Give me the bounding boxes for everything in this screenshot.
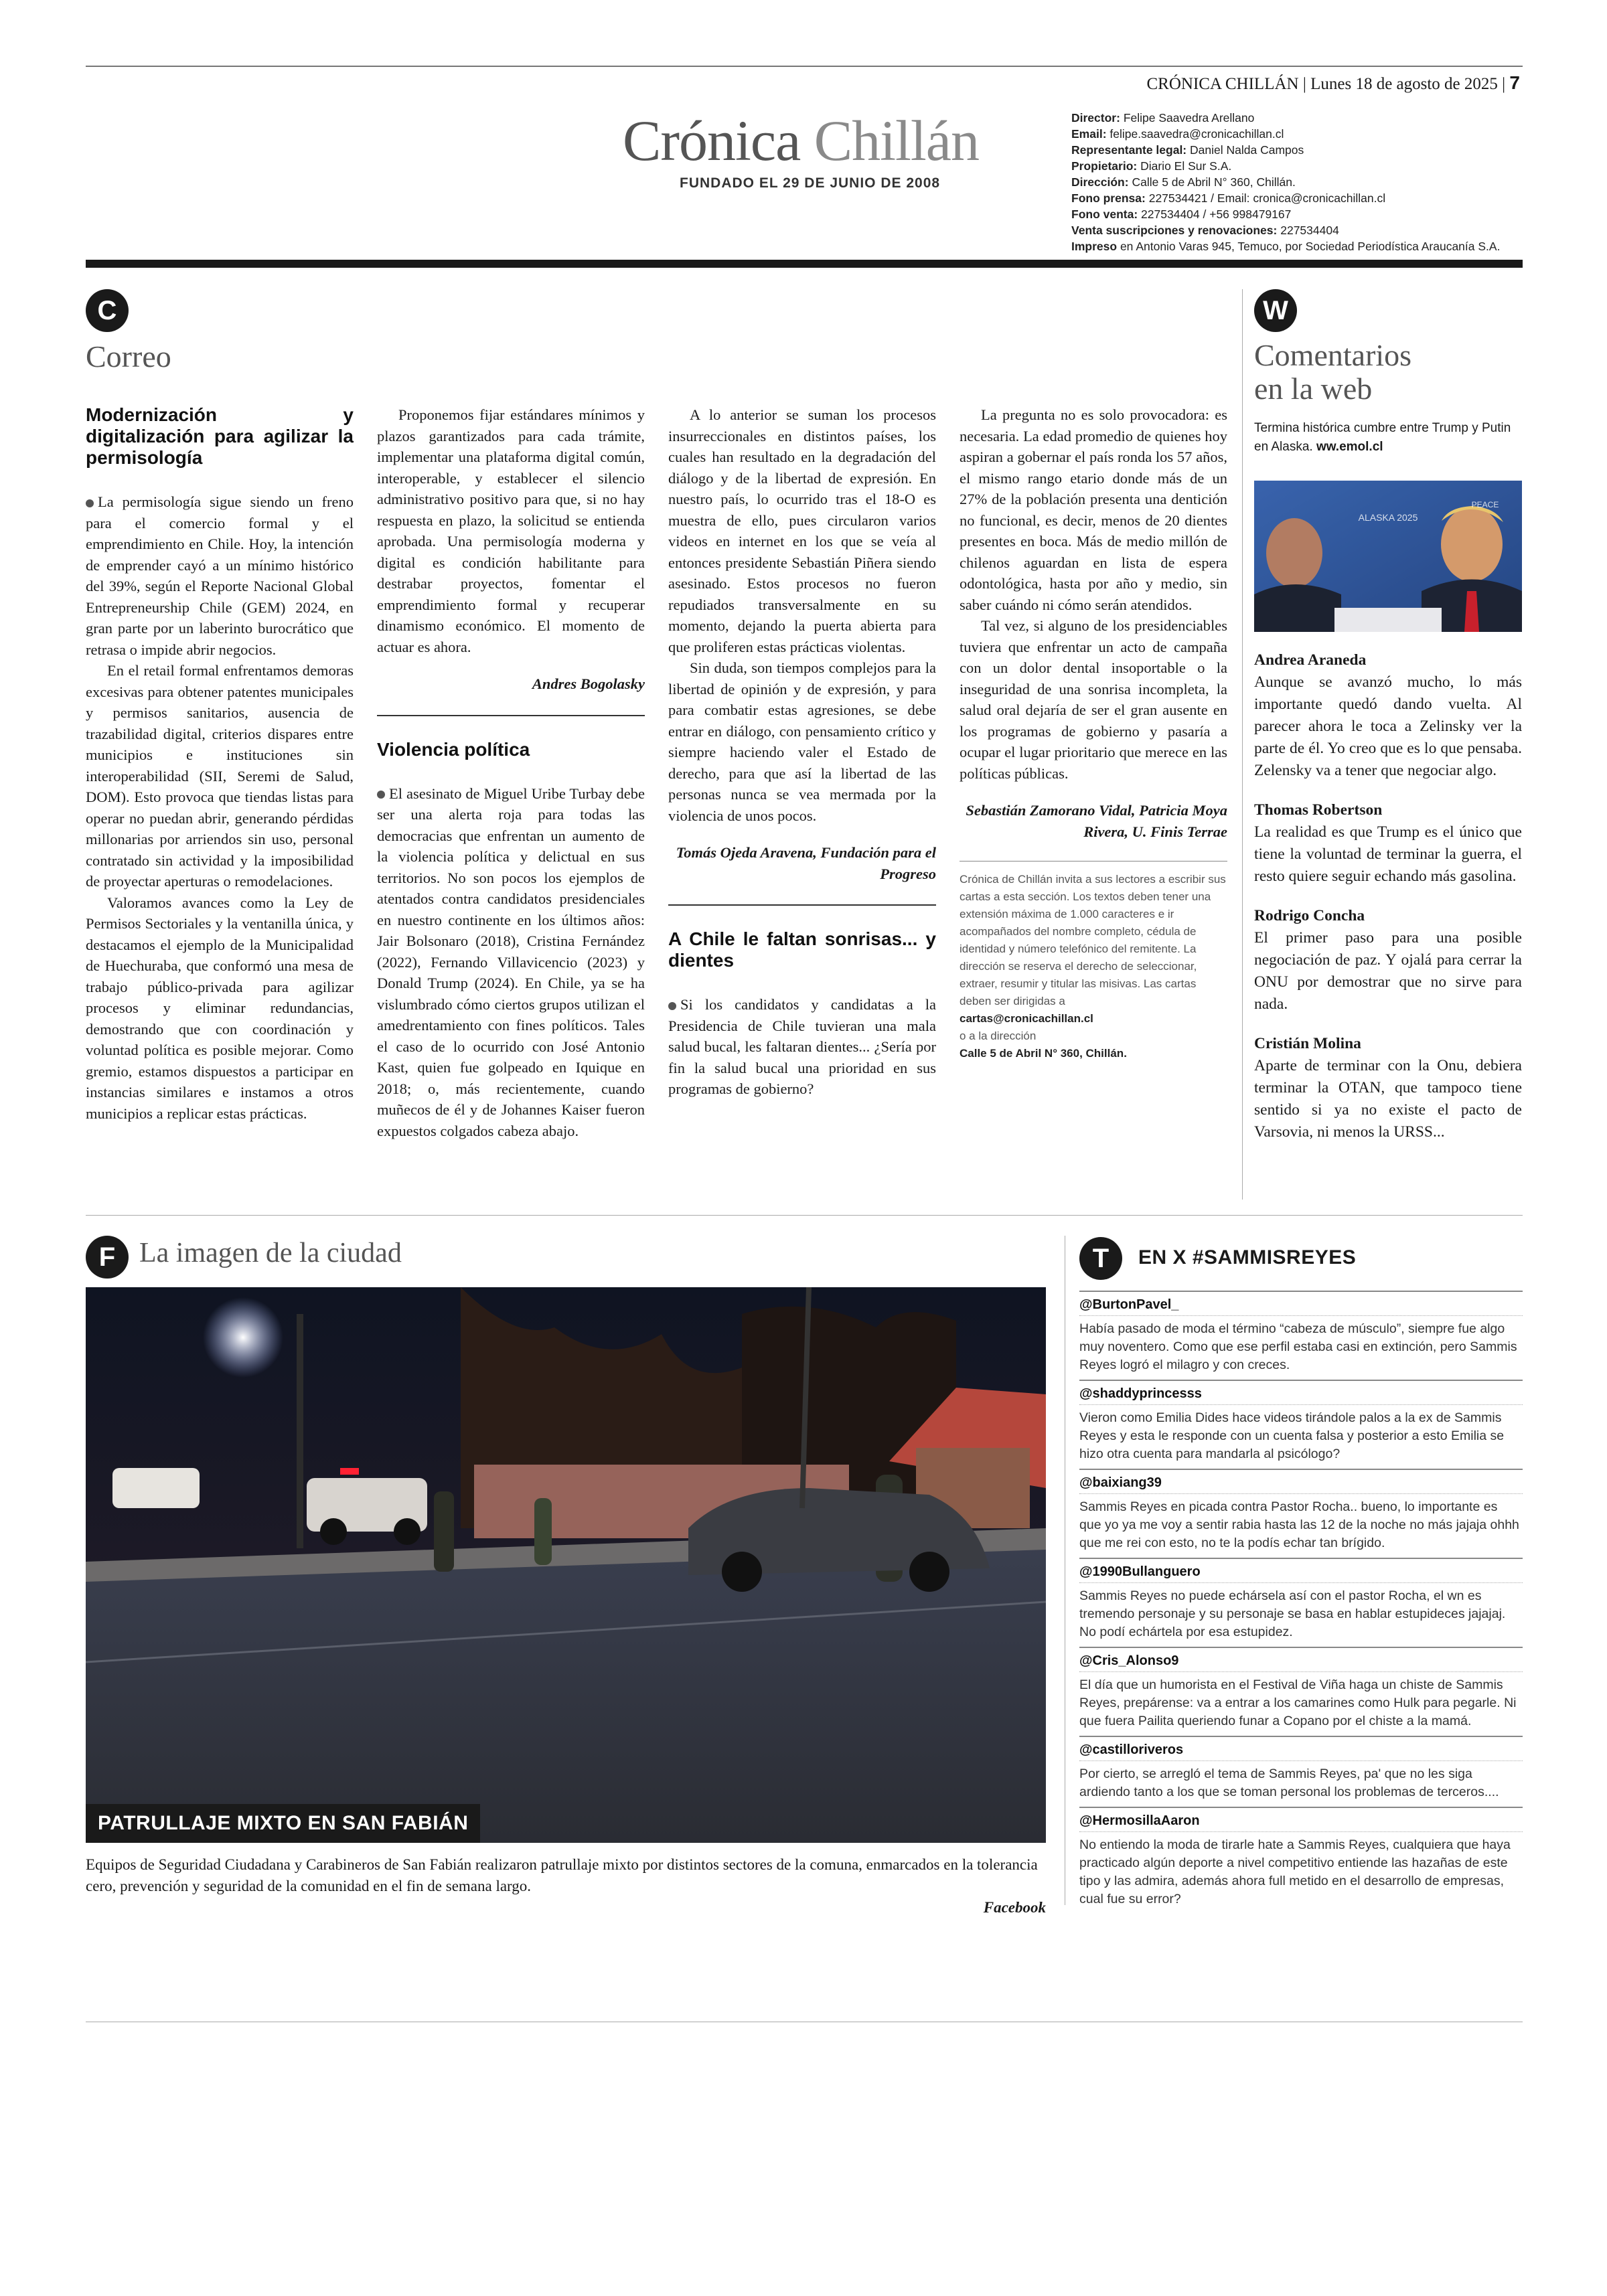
notice-email: cartas@cronicachillan.cl xyxy=(960,1012,1093,1025)
column-divider xyxy=(668,904,936,906)
letter-paragraph: En el retail formal enfrentamos demoras excesivas para obtener patentes municipales y permisos sanitarios, ausencia de trazabilidad digital, criterios dispares entre municipios e instituciones sin interoperabilidad (SII, Seremi de Salud, DOM). Esto provoca que tiendas listas para operar no puedan abrir, generando pérdidas millonarias por arriendos sin uso, personal contratado sin actividad y la imposibilidad de proyectar aperturas o remodelaciones. xyxy=(86,662,354,890)
patrol-night-image xyxy=(86,1287,1046,1843)
staff-line: Director: Felipe Saavedra Arellano xyxy=(1071,111,1255,125)
page-number: 7 xyxy=(1509,72,1520,93)
section-title-web: Comentarios en la web xyxy=(1254,338,1412,406)
tweet-text: El día que un humorista en el Festival de Viña haga un chiste de Sammis Reyes, prepárense: va a entrar a los camarines como Hulk para pegarle. Ni que fuera Pailita queriendo funar a Copano por el chiste a la mamá. xyxy=(1079,1671,1523,1730)
staff-line: Email: felipe.saavedra@cronicachillan.cl xyxy=(1071,127,1284,141)
notice-address: Calle 5 de Abril N° 360, Chillán. xyxy=(960,1047,1127,1060)
letter-signature: Andres Bogolasky xyxy=(532,675,645,692)
staff-line: Fono prensa: 227534421 / Email: cronica@cronicachillan.cl xyxy=(1071,191,1386,205)
logo-word-cronica: Crónica xyxy=(623,108,801,173)
photo-caption: Equipos de Seguridad Ciudadana y Carabineros de San Fabián realizaron patrullaje mixto por distintos sectores de la comuna, enmarcados en la tolerancia cero, prevención y seguridad de la comunidad en el fin de semana largo. Facebook xyxy=(86,1854,1046,1918)
letter-paragraph: A lo anterior se suman los procesos insurreccionales en distintos países, los cuales han resultado en la degradación del diálogo y de la libertad de expresión. En nuestro país, lo ocurrido tras el 18-O es muestra de ello, pues circularon varios videos en internet en los que se veía al entonces presidente Sebastián Piñera siendo asesinado. Estos procesos no fueron repudiados transversalmente en su momento, dejando la puerta abierta para que proliferen estas prácticas violentas. xyxy=(668,406,936,655)
tweet-user: @HermosillaAaron xyxy=(1079,1807,1523,1830)
section-badge-f: F xyxy=(86,1236,129,1279)
letter-signature: Tomás Ojeda Aravena, Fundación para el Progreso xyxy=(676,844,936,882)
letter-headline: A Chile le faltan sonrisas... y dientes xyxy=(668,928,936,971)
section-separator xyxy=(86,1215,1523,1216)
running-head-text: CRÓNICA CHILLÁN | Lunes 18 de agosto de 2025 | xyxy=(1146,75,1506,93)
photo-banner: ALASKA 2025 xyxy=(1358,512,1418,523)
staff-line: Dirección: Calle 5 de Abril N° 360, Chillán. xyxy=(1071,175,1296,189)
section-badge-w: W xyxy=(1254,289,1297,332)
tweet-user: @Cris_Alonso9 xyxy=(1079,1647,1523,1670)
correo-column-3 xyxy=(668,404,936,1100)
founded-line: FUNDADO EL 29 DE JUNIO DE 2008 xyxy=(680,175,941,191)
tweet-user: @shaddyprincesss xyxy=(1079,1380,1523,1403)
summit-photo xyxy=(1254,481,1522,632)
staff-line: Propietario: Diario El Sur S.A. xyxy=(1071,159,1232,173)
letter-paragraph: Valoramos avances como la Ley de Permisos Sectoriales y la ventanilla única, y destacamos el ejemplo de la Municipalidad de Huechuraba, que conformó una mesa de trabajo público-privada para agilizar procesos y eliminar redundancias, demostrando que con coordinación y voluntad política es posible mejorar. Como gremio, estamos dispuestos a participar en instancias similares e instamos a otros municipios a replicar estas prácticas. xyxy=(86,894,354,1122)
commenter-name: Andrea Araneda xyxy=(1254,651,1367,669)
tweet-user: @castilloriveros xyxy=(1079,1736,1523,1759)
column-divider xyxy=(377,715,645,716)
correo-column-2 xyxy=(377,404,645,1141)
section-title-city: La imagen de la ciudad xyxy=(139,1238,402,1268)
comment-text: La realidad es que Trump es el único que tiene la voluntad de terminar la guerra, el resto quiere seguir echando más gasolina. xyxy=(1254,823,1522,885)
tweet-text: Por cierto, se arregló el tema de Sammis Reyes, pa' que no les siga ardiendo tanto a los que se toman personal los problemas de terceros.... xyxy=(1079,1760,1523,1801)
comment-text: El primer paso para una posible negociación de paz. Y ojalá para cerrar la ONU por demostrar que no sirve para nada. xyxy=(1254,929,1522,1013)
bullet-dot-icon xyxy=(668,1002,676,1010)
staff-box xyxy=(1071,110,1540,254)
staff-line: Impreso en Antonio Varas 945, Temuco, por Sociedad Periodística Araucanía S.A. xyxy=(1071,240,1501,253)
newspaper-logo xyxy=(623,107,979,174)
web-source: ww.emol.cl xyxy=(1316,440,1383,454)
bullet-dot-icon xyxy=(86,499,94,507)
tweet-list xyxy=(1079,1291,1523,1914)
letter-signature: Sebastián Zamorano Vidal, Patricia Moya Rivera, U. Finis Terrae xyxy=(966,802,1227,840)
bullet-dot-icon xyxy=(377,791,385,799)
correo-column-4 xyxy=(960,404,1227,1062)
letter-paragraph: Si los candidatos y candidatas a la Presidencia de Chile tuvieran una mala salud bucal, les faltaran dientes... ¿Sería por fin la salud bucal una prioridad en sus programas de gobierno? xyxy=(668,996,936,1097)
web-comments xyxy=(1254,649,1522,1161)
comment-text: Aunque se avanzó mucho, lo más importante quedó dando vuelta. Al parecer ahora le toca a Zelinsky ver la parte de él. Yo creo que es lo que pensaba. Zelensky va a tener que negociar algo. xyxy=(1254,673,1522,779)
commenter-name: Thomas Robertson xyxy=(1254,801,1383,819)
vertical-separator xyxy=(1242,289,1243,1200)
tweet-text: Había pasado de moda el término “cabeza de músculo”, siempre fue algo muy noventero. Como que ese perfil estaba casi en extinción, pero Sammis Reyes logró el milagro y con creces. xyxy=(1079,1315,1523,1374)
letter-paragraph: La permisología sigue siendo un freno para el comercio formal y el emprendimiento en Chile. Hoy, la intención de emprender cayó a un mínimo histórico del 39%, según el Reporte Nacional Global Entrepreneurship Chile (GEM) 2024, en gran parte por un laberinto burocrático que retrasa o impide abrir negocios. xyxy=(86,493,354,658)
section-title-twitter: EN X #SAMMISREYES xyxy=(1138,1246,1357,1268)
photo-credit: Facebook xyxy=(983,1899,1046,1916)
tweet-text: No entiendo la moda de tirarle hate a Sammis Reyes, cualquiera que haya practicado algún deporte a nivel competitivo entiende las hazañas de este tipo y las admira, además ahora full metido en el desarrollo de empresas, cual fue su error? xyxy=(1079,1831,1523,1908)
column-divider xyxy=(960,861,1227,862)
commenter-name: Rodrigo Concha xyxy=(1254,907,1365,924)
web-intro: Termina histórica cumbre entre Trump y Putin en Alaska. ww.emol.cl xyxy=(1254,421,1511,454)
letter-headline: Modernización y digitalización para agilizar la permisología xyxy=(86,404,354,468)
letter-paragraph: La pregunta no es solo provocadora: es necesaria. La edad promedio de quienes hoy aspiran a gobernar el país ronda los 57 años, el mismo rango etario donde más de un 27% de la población presenta una dentición no funcional, es decir, menos de 20 dientes presentes en boca. Más de medio millón de chilenos aguardan en lista de espera odontológica, hasta por año y medio, sin saber cuándo ni cómo serán atendidos. xyxy=(960,406,1227,613)
tweet-text: Sammis Reyes en picada contra Pastor Rocha.. bueno, lo importante es que yo ya me voy a sentir rabia hasta las 12 de la noche no más jajaja ohhh que me rei con esto, no te la podís echar tan brígido. xyxy=(1079,1493,1523,1552)
comment-text: Aparte de terminar con la Onu, debiera terminar la OTAN, que tampoco tiene sentido si ya no existe el pacto de Varsovia, ni menos la URSS... xyxy=(1254,1057,1522,1141)
tweet-text: Vieron como Emilia Dides hace videos tirándole palos a la ex de Sammis Reyes y esta le responde con un cuenta falsa y posterior a esto Emilia se hizo otra cuenta para mandarla al psicólogo? xyxy=(1079,1404,1523,1463)
photo-label: PATRULLAJE MIXTO EN SAN FABIÁN xyxy=(86,1804,480,1843)
city-photo xyxy=(86,1287,1046,1843)
masthead-thick-rule xyxy=(86,260,1523,268)
logo-word-chillan: Chillán xyxy=(814,108,979,173)
letter-paragraph: El asesinato de Miguel Uribe Turbay debe ser una alerta roja para todas las democracias que enfrentan un aumento de la violencia política y delictual en sus territorios. No son pocos los ejemplos de atentados contra candidatos presidenciales en nuestro continente en los últimos años: Jair Bolsonaro (2018), Cristina Fernández (2022), Fernando Villavicencio (2023) y Donald Trump (2024). En Chile, ya se ha vislumbrado cómo ciertos grupos utilizan el amedrentamiento con fines políticos. Tales el caso de lo ocurrido con José Antonio Kast, quien fue golpeado en Iquique en 2018; o, más recientemente, cuando muñecos de él y de Johannes Kaiser fueron expuestos colgados cabeza abajo. xyxy=(377,785,645,1139)
letter-paragraph: Sin duda, son tiempos complejos para la libertad de opinión y de expresión, y para para combatir estas agresiones, se debe entrar en diálogo, con pensamiento crítico y siempre haciendo valer el Estado de derecho, para que así la libertad de las personas nunca se vea mermada por la violencia de unos pocos. xyxy=(668,659,936,824)
letter-headline: Violencia política xyxy=(377,738,530,760)
staff-line: Venta suscripciones y renovaciones: 227534404 xyxy=(1071,224,1339,237)
tweet-text: Sammis Reyes no puede echársela así con el pastor Rocha, el wn es tremendo personaje y su personaje se basa en hablar estupideces jajajaj. No podí echártela por esa estupidez. xyxy=(1079,1582,1523,1641)
section-badge-t: T xyxy=(1079,1237,1122,1280)
tweet-user: @BurtonPavel_ xyxy=(1079,1291,1523,1314)
section-badge-c: C xyxy=(86,289,129,332)
section-title-correo: Correo xyxy=(86,339,171,374)
letters-notice: Crónica de Chillán invita a sus lectores a escribir sus cartas a esta sección. Los textos deben tener una extensión máxima de 1.000 caracteres e ir acompañados del nombre completo, cédula de identidad y número telefónico del remitente. La dirección se reserva el derecho de seleccionar, extraer, resumir y titular las misivas. Las cartas deben ser dirigidas a cartas@cronicachillan.cl o a la dirección Calle 5 de Abril N° 360, Chillán. xyxy=(960,873,1226,1060)
letter-paragraph: Tal vez, si alguno de los presidenciables tuviera que enfrentar un acto de campaña con un dolor dental insoportable o la inseguridad de una sonrisa incompleta, la salud oral dejaría de ser el gran ausente en los programas de gobierno y pasaría a ocupar el lugar prioritario que merece en las políticas públicas. xyxy=(960,617,1227,782)
top-rule xyxy=(86,66,1523,67)
correo-column-1 xyxy=(86,404,354,1124)
tweet-user: @1990Bullanguero xyxy=(1079,1558,1523,1581)
letter-paragraph: Proponemos fijar estándares mínimos y plazos garantizados para cada trámite, implementar una plataforma digital común, interoperable, y establecer el silencio administrativo positivo para que, si no hay respuesta en plazo, la solicitud se entienda aprobada. Una permisología moderna y digital es condición habilitante para destrabar proyectos, fomentar el emprendimiento formal y recuperar dinamismo económico. El momento de actuar es ahora. xyxy=(377,406,645,655)
tweet-user: @baixiang39 xyxy=(1079,1469,1523,1492)
summit-photo-image xyxy=(1254,481,1522,632)
commenter-name: Cristián Molina xyxy=(1254,1035,1361,1052)
staff-line: Representante legal: Daniel Nalda Campos xyxy=(1071,143,1304,157)
photo-banner-peace: PEACE xyxy=(1471,500,1499,509)
staff-line: Fono venta: 227534404 / +56 998479167 xyxy=(1071,208,1292,221)
running-head xyxy=(1147,72,1521,94)
